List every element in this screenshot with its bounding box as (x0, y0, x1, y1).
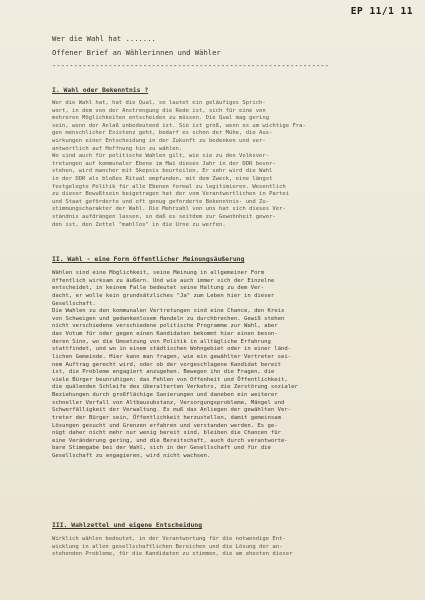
section-2-heading: II. Wahl - eine Form öffentlicher Meinungsäußerung (52, 255, 245, 263)
section-3-text: Wirklich wählen bedeutet, in der Verantwortung für die notwendige Ent- wicklung in allen gesellschaftlichen Bereichen und die Lösung der an- stehenden Probleme, für die Kandidaten zu stimmen, die am ehesten dieser (52, 536, 293, 558)
document-id-stamp: EP 11/1 11 (350, 6, 413, 17)
section-3-heading: III. Wahlzettel und eigene Entscheidung (52, 521, 203, 529)
section-1-heading: I. Wahl oder Bekenntnis ? (52, 86, 149, 94)
document-subtitle: Offener Brief an Wählerinnen und Wähler (52, 48, 221, 57)
section-2-text: Wählen sind eine Möglichkeit, seine Meinung in allgemeiner Form öffentlich wirksam zu äußern. Und wie auch immer sich der Einzelne entscheidet, in keinem Falle bedeutet seine Haltung zu dem Ver- dacht, er wolle kein grundsätzliches "Ja" zum Leben hier in dieser Gesellschaft. Die Wahlen zu den kommunalen Vertretungen sind eine Chance, den Kreis von Schweigen und gedankenlosem Handeln zu durchbrechen. Gewiß stehen nicht verschiedene verschiedene politische Programme zur Wahl, aber das Votum für oder gegen einen Kandidaten bekommt hier einen beson- deren Sinn, wo die Umsetzung von Politik in alltägliche Erfahrung stattfindet, und wo in einem städtischen Wohngebiet oder in einer länd- lichen Gemeinde. Hier kann man fragen, wie ein gewählter Vertreter sei- nem Auftrag gerecht wird, oder ob der vorgeschlagene Kandidat bereit ist, die Probleme engagiert anzugehen. Bewegen ihn die Fragen, die viele Bürger beunruhigen: das Fehlen von Offenheit und Öffentlichkeit, die quälenden Schleife des überalterten Verkehrs, die Zerstörung sozialer Beziehungen durch großflächige Sanierungen und daneben ein weiterer schneller Verfall von Altbausubstanz, Versorgungsprobleme, Mängel und Schwerfälligkeit der Verwaltung. Es muß das Anliegen der gewählten Ver- treter der Bürger sein, Öffentlichkeit herzustellen, damit gemeinsam Lösungen gesucht und Grenzen erfahren und verstanden werden. Es ge- nügt daher nicht mehr nur wenig bereit sind, bleiben die Chancen für eine Veränderung gering, und die Bereitschaft, auch durch verantworte- bare Stimmgabe bei der Wahl, sich in der Gesellschaft und für die Gesellschaft zu engagieren, wird nicht wachsen. (52, 270, 298, 459)
title-divider: ---------------------------------------------------------------- (52, 61, 329, 70)
document-title: Wer die Wahl hat ....... (52, 34, 156, 43)
section-1-text: Wer die Wahl hat, hat die Qual, so lautet ein geläufiges Sprich- wort, in dem von der Anstrengung die Rede ist, sich für eine von mehreren Möglichkeiten entscheiden zu müssen. Die Qual mag gering sein, wenn der Anlaß unbedeutend ist. Sie ist groß, wenn es um wichtige Fra- gen menschlicher Existenz geht, bedarf es schon der Mühe, die Aus- wirkungen einer Entscheidung in der Zukunft zu bedenken und ver- antwortlich auf Hoffnung hin zu wählen. Wo sind auch für politische Wahlen gilt, wie sie zu den Volksver- tretungen auf kommunaler Ebene im Mai dieses Jahr in der DDR bevor- stehen, wird mancher mit Skepsis beurteilen. Er sehr wird die Wahl in der DDR als bloßes Ritual empfunden, mit dem Zweck, eine längst festgelegte Politik für alle Ebenen formal zu legitimieren. Wesentlich zu dieser Bewußtsein beigetragen hat der vom Verantwortlichen in Partei und Staat geförderte und oft genug geforderte Bekenntnis- und Zu- stimmungscharakter der Wahl. Die Mehrzahl von uns hat sich dieses Ver- ständnis aufdrängen lassen, so daß es seitdem zur Gewohnheit gewor- den ist, den Zettel "mahllos" in die Urne zu werfen. (52, 100, 306, 228)
